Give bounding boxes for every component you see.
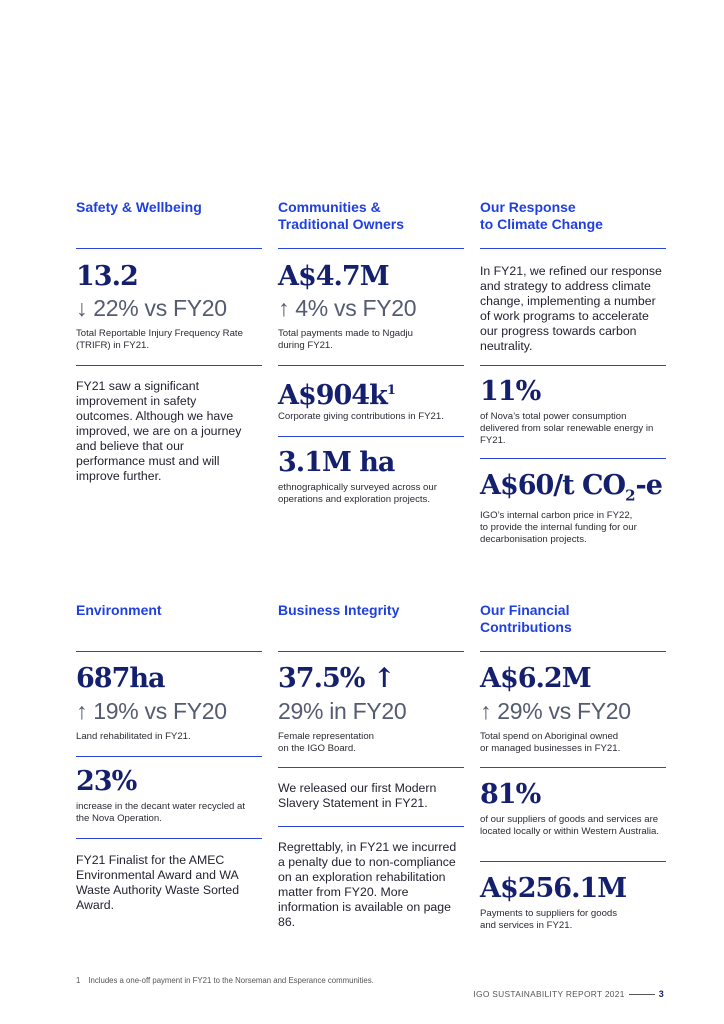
ngadju-payments-metric: A$4.7M	[278, 261, 389, 292]
corporate-giving-description: Corporate giving contributions in FY21.	[278, 411, 444, 422]
divider	[480, 861, 666, 862]
local-suppliers-metric: 81%	[480, 779, 541, 810]
metric-value: A$904k	[278, 380, 387, 411]
penalty-body: Regrettably, in FY21 we incurred a penalty due to non-compliance on an exploration rehabilitation matter from FY20. More information is available on page 86.	[278, 840, 457, 929]
safety-body: FY21 saw a significant improvement in safety outcomes. Although we have improved, we are on a journey and believe that our performance must and will improve further.	[76, 379, 242, 483]
heading-line: to Climate Change	[480, 216, 603, 232]
water-recycled-description: increase in the decant water recycled at the Nova Operation.	[76, 801, 246, 824]
aboriginal-spend-description	[480, 731, 620, 755]
aboriginal-spend-metric: A$6.2M	[480, 663, 591, 694]
surveyed-area-metric: 3.1M ha	[278, 447, 395, 478]
text-line: to provide the internal funding for our decarbonisation projects.	[480, 522, 637, 545]
heading-line: Traditional Owners	[278, 216, 405, 232]
heading-line: Our Financial	[480, 602, 570, 618]
text-line: Total payments made to Ngadju	[278, 328, 413, 339]
text-line: on the IGO Board.	[278, 743, 356, 754]
ngadju-payments-compare: ↑ 4% vs FY20	[278, 295, 417, 321]
footnote-ref: 1	[386, 383, 396, 398]
divider	[278, 826, 464, 827]
carbon-price-description	[480, 510, 666, 546]
female-representation-compare: 29% in FY20	[278, 698, 407, 724]
subscript: 2	[625, 486, 636, 505]
divider	[480, 651, 666, 652]
footnote-text: Includes a one-off payment in FY21 to the Norseman and Esperance communities.	[88, 976, 374, 985]
financial-heading	[480, 602, 572, 636]
footer-rule	[629, 994, 655, 995]
text-line: IGO’s internal carbon price in FY22,	[480, 510, 633, 521]
environment-heading: Environment	[76, 602, 162, 618]
page-number: 3	[658, 989, 664, 999]
surveyed-area-description: ethnographically surveyed across our operations and exploration projects.	[278, 482, 437, 505]
female-representation-metric: 37.5% ↑	[278, 663, 395, 694]
environment-award-body: FY21 Finalist for the AMEC Environmental Award and WA Waste Authority Waste Sorted Award.	[76, 853, 240, 912]
solar-share-metric: 11%	[480, 376, 541, 407]
metric-value: A$60/t CO	[480, 470, 626, 501]
trifr-description: Total Reportable Injury Frequency Rate (TRIFR) in FY21.	[76, 328, 243, 351]
divider	[278, 248, 464, 249]
trifr-metric: 13.2	[76, 261, 138, 292]
heading-line: Our Response	[480, 199, 576, 215]
metric-suffix: -e	[635, 470, 662, 501]
text-line: Payments to suppliers for goods	[480, 908, 618, 919]
text-line: Female representation	[278, 731, 374, 742]
divider	[480, 767, 666, 768]
ngadju-payments-description	[278, 328, 413, 352]
divider	[278, 365, 464, 366]
climate-heading	[480, 199, 603, 233]
divider	[278, 767, 464, 768]
female-representation-description	[278, 731, 374, 755]
divider	[278, 651, 464, 652]
trifr-compare: ↓ 22% vs FY20	[76, 295, 227, 321]
report-title: IGO SUSTAINABILITY REPORT 2021	[473, 989, 625, 999]
text-line: during FY21.	[278, 340, 333, 351]
text-line: and services in FY21.	[480, 920, 573, 931]
local-suppliers-description: of our suppliers of goods and services are located locally or within Western Australia.	[480, 814, 659, 837]
divider	[76, 838, 262, 839]
heading-line: Communities &	[278, 199, 381, 215]
footnote	[76, 976, 374, 985]
divider	[76, 365, 262, 366]
solar-share-description: of Nova’s total power consumption delivered from solar renewable energy in FY21.	[480, 411, 654, 446]
communities-heading	[278, 199, 404, 233]
integrity-heading: Business Integrity	[278, 602, 400, 618]
divider	[76, 651, 262, 652]
footnote-number: 1	[76, 976, 81, 985]
supplier-payments-metric: A$256.1M	[480, 873, 627, 904]
divider	[76, 248, 262, 249]
text-line: or managed businesses in FY21.	[480, 743, 621, 754]
divider	[278, 436, 464, 437]
corporate-giving-metric	[278, 376, 396, 411]
divider	[480, 458, 666, 459]
supplier-payments-description	[480, 908, 617, 932]
water-recycled-metric: 23%	[76, 766, 137, 797]
carbon-price-metric	[480, 471, 662, 510]
modern-slavery-body: We released our first Modern Slavery Statement in FY21.	[278, 781, 437, 810]
text-line: Total spend on Aboriginal owned	[480, 731, 619, 742]
divider	[76, 756, 262, 757]
divider	[480, 248, 666, 249]
page-footer	[473, 989, 664, 999]
heading-line: Contributions	[480, 619, 572, 635]
divider	[480, 365, 666, 366]
aboriginal-spend-compare: ↑ 29% vs FY20	[480, 698, 631, 724]
climate-body: In FY21, we refined our response and strategy to address climate change, implementing a number of work programs to accelerate our progress towards carbon neutrality.	[480, 264, 662, 353]
land-rehabilitated-compare: ↑ 19% vs FY20	[76, 698, 227, 724]
land-rehabilitated-description: Land rehabilitated in FY21.	[76, 731, 191, 742]
land-rehabilitated-metric: 687ha	[76, 663, 165, 694]
safety-heading: Safety & Wellbeing	[76, 199, 202, 215]
